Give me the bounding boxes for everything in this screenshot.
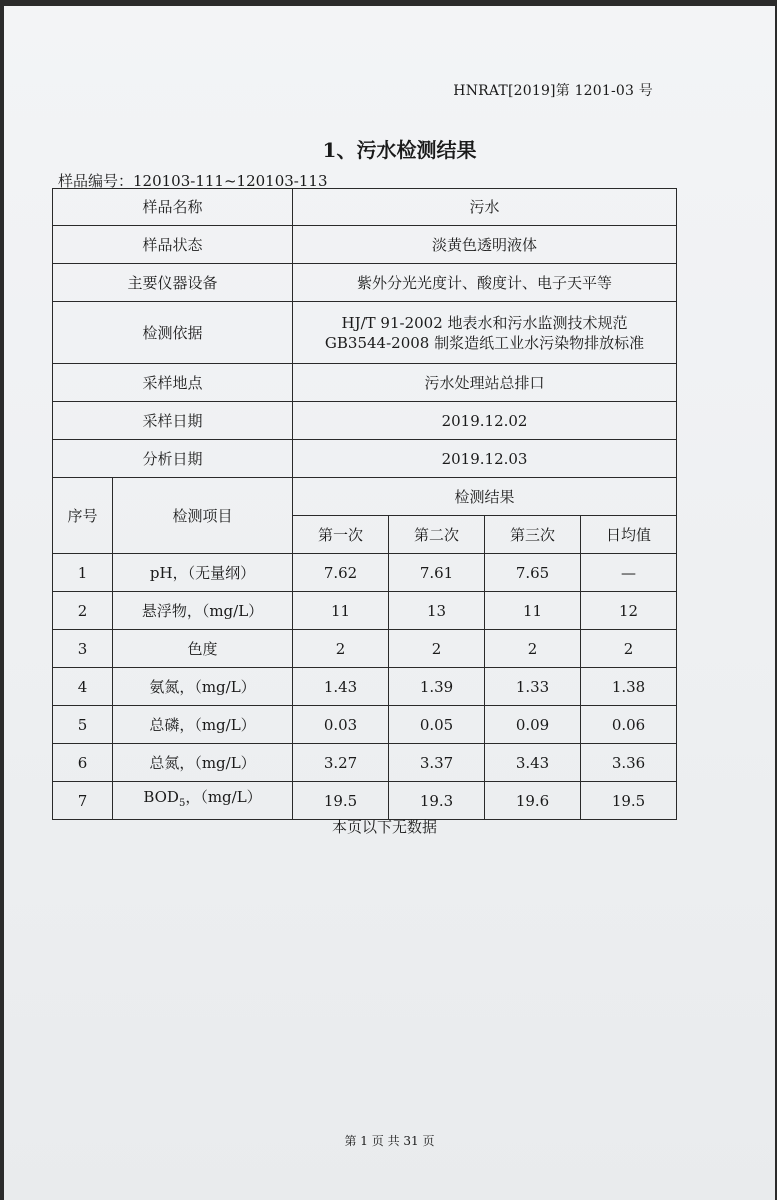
info-label: 样品状态: [53, 226, 293, 264]
value-cell: 11: [485, 592, 581, 630]
item-cell: 悬浮物，（mg/L）: [113, 592, 293, 630]
average-cell: 3.36: [581, 744, 677, 782]
item-cell: pH，（无量纲）: [113, 554, 293, 592]
standard-line: GB3544-2008 制浆造纸工业水污染物排放标准: [324, 333, 645, 352]
average-cell: 0.06: [581, 706, 677, 744]
info-label: 检测依据: [53, 302, 293, 364]
item-cell: [113, 782, 293, 820]
average-cell: 12: [581, 592, 677, 630]
info-value: 紫外分光光度计、酸度计、电子天平等: [293, 264, 677, 302]
info-label: 采样地点: [53, 364, 293, 402]
col-header-average: 日均值: [581, 516, 677, 554]
seq-header: 序号: [53, 478, 113, 554]
info-value: 淡黄色透明液体: [293, 226, 677, 264]
page-footer: [4, 1132, 775, 1149]
value-cell: 13: [389, 592, 485, 630]
info-row: [53, 440, 677, 478]
item-cell: 总磷，（mg/L）: [113, 706, 293, 744]
col-header-second: 第二次: [389, 516, 485, 554]
info-value: 2019.12.02: [293, 402, 677, 440]
info-row: [53, 302, 677, 364]
info-label: 分析日期: [53, 440, 293, 478]
info-value: 污水处理站总排口: [293, 364, 677, 402]
info-row: [53, 364, 677, 402]
seq-cell: 1: [53, 554, 113, 592]
info-label: 采样日期: [53, 402, 293, 440]
value-cell: 7.61: [389, 554, 485, 592]
seq-cell: 4: [53, 668, 113, 706]
info-row: [53, 264, 677, 302]
average-cell: —: [581, 554, 677, 592]
average-cell: 1.38: [581, 668, 677, 706]
item-cell: 总氮，（mg/L）: [113, 744, 293, 782]
info-value: 污水: [293, 189, 677, 226]
average-cell: 2: [581, 630, 677, 668]
end-of-data-note: 本页以下无数据: [331, 818, 437, 836]
table-row: [53, 592, 677, 630]
sample-code: 样品编号：120103-111~120103-113: [58, 172, 328, 190]
value-cell: 0.09: [485, 706, 581, 744]
seq-cell: 7: [53, 782, 113, 820]
table-row: [53, 554, 677, 592]
value-cell: 7.65: [485, 554, 581, 592]
seq-cell: 6: [53, 744, 113, 782]
item-name: BOD: [143, 788, 179, 806]
page-prefix: 第: [344, 1134, 357, 1148]
seq-cell: 3: [53, 630, 113, 668]
item-unit: ，（mg/L）: [185, 788, 262, 806]
table-row: [53, 706, 677, 744]
value-cell: 1.43: [293, 668, 389, 706]
value-cell: 0.05: [389, 706, 485, 744]
page-suffix: 页: [422, 1134, 435, 1148]
seq-cell: 5: [53, 706, 113, 744]
page-total: 31: [403, 1134, 419, 1148]
value-cell: 2: [293, 630, 389, 668]
value-cell: 19.3: [389, 782, 485, 820]
results-header-row: [53, 478, 677, 516]
col-header-third: 第三次: [485, 516, 581, 554]
value-cell: 19.5: [293, 782, 389, 820]
report-page: [4, 6, 775, 1200]
value-cell: 1.33: [485, 668, 581, 706]
table-row: [53, 630, 677, 668]
info-label: 主要仪器设备: [53, 264, 293, 302]
page-title: 1、污水检测结果: [322, 138, 477, 162]
item-cell: 氨氮，（mg/L）: [113, 668, 293, 706]
results-header: 检测结果: [293, 478, 677, 516]
table-row: [53, 744, 677, 782]
info-row: [53, 189, 677, 226]
value-cell: 1.39: [389, 668, 485, 706]
results-table: [52, 188, 677, 820]
item-cell: 色度: [113, 630, 293, 668]
col-header-first: 第一次: [293, 516, 389, 554]
table-row: [53, 782, 677, 820]
standard-line: HJ/T 91-2002 地表水和污水监测技术规范: [341, 313, 628, 332]
value-cell: 3.43: [485, 744, 581, 782]
info-row: [53, 402, 677, 440]
info-label: 样品名称: [53, 189, 293, 226]
average-cell: 19.5: [581, 782, 677, 820]
table-row: [53, 668, 677, 706]
value-cell: 3.37: [389, 744, 485, 782]
value-cell: 2: [389, 630, 485, 668]
seq-cell: 2: [53, 592, 113, 630]
value-cell: 2: [485, 630, 581, 668]
value-cell: 3.27: [293, 744, 389, 782]
page-mid: 页 共: [371, 1134, 400, 1148]
item-header: 检测项目: [113, 478, 293, 554]
info-row: [53, 226, 677, 264]
page-current: 1: [360, 1134, 368, 1148]
info-value-multiline: [293, 302, 677, 364]
value-cell: 7.62: [293, 554, 389, 592]
document-number: HNRAT[2019]第 1201-03 号: [453, 83, 653, 99]
value-cell: 19.6: [485, 782, 581, 820]
item-subscript: 5: [178, 798, 186, 809]
value-cell: 11: [293, 592, 389, 630]
info-value: 2019.12.03: [293, 440, 677, 478]
value-cell: 0.03: [293, 706, 389, 744]
